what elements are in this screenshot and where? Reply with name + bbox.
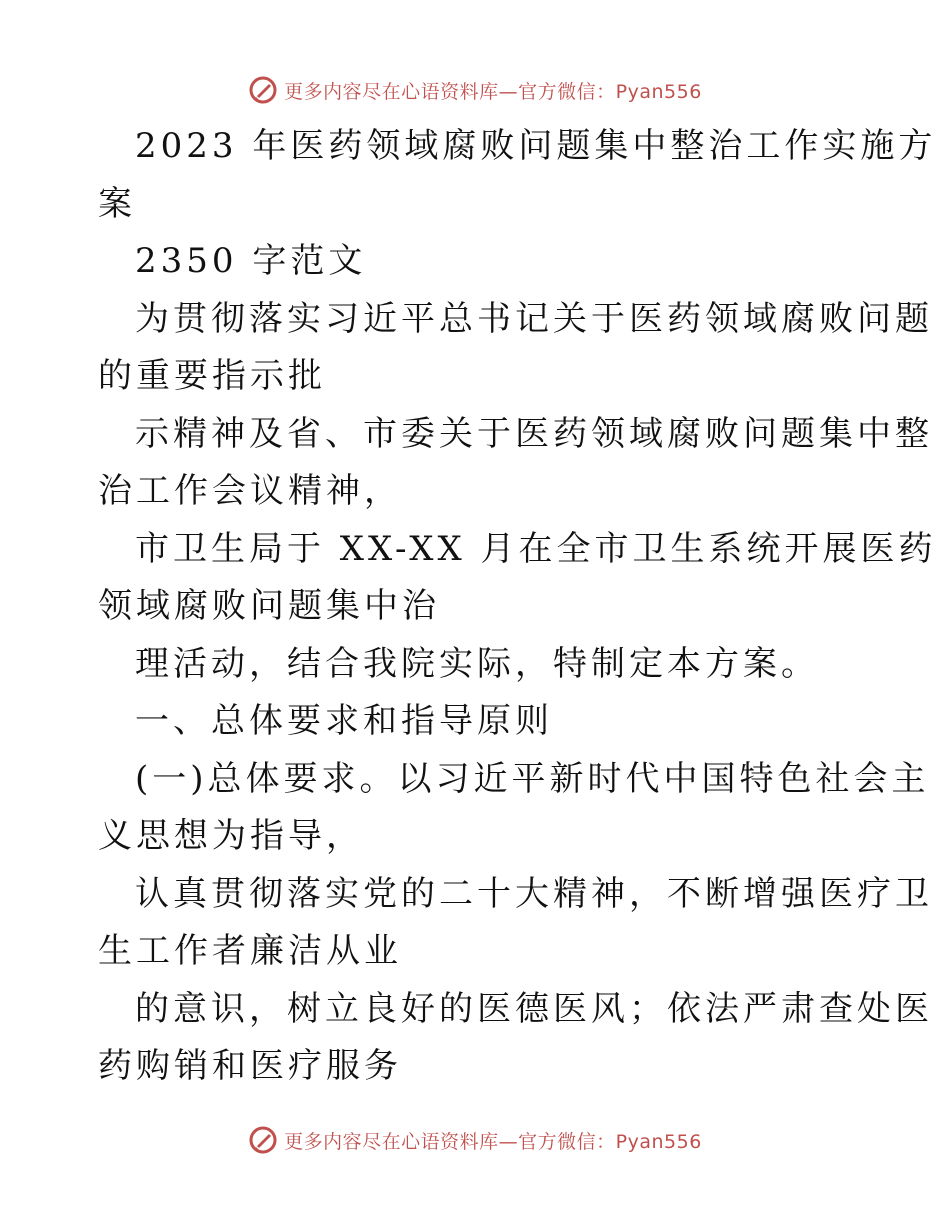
text-line: 示精神及省、市委关于医药领域腐败问题集中整 <box>135 413 933 454</box>
text-line: 市卫生局于 XX-XX 月在全市卫生系统开展医药 <box>135 528 937 569</box>
text-line: 的意识，树立良好的医德医风；依法严肃查处医 <box>135 988 933 1029</box>
text-line: (一)总体要求。以习近平新时代中国特色社会主 <box>135 758 930 799</box>
footer-watermark <box>0 1120 950 1160</box>
text-line: 药购销和医疗服务 <box>98 1046 402 1086</box>
text-line: 案 <box>98 183 136 224</box>
pen-logo-icon <box>248 1125 278 1155</box>
text-line: 认真贯彻落实党的二十大精神，不断增强医疗卫 <box>135 873 933 914</box>
text-line: 2350 字范文 <box>135 241 367 281</box>
text-line: 治工作会议精神， <box>98 471 402 511</box>
text-line: 生工作者廉洁从业 <box>98 931 402 971</box>
watermark-text: 更多内容尽在心语资料库—官方微信：Pyan556 <box>284 80 702 103</box>
text-line: 一、总体要求和指导原则 <box>135 701 553 741</box>
text-line: 的重要指示批 <box>98 356 326 396</box>
text-line: 理活动，结合我院实际，特制定本方案。 <box>135 643 819 684</box>
text-line: 为贯彻落实习近平总书记关于医药领域腐败问题 <box>135 298 933 339</box>
text-line: 义思想为指导， <box>98 816 364 856</box>
text-line: 领域腐败问题集中治 <box>98 586 440 626</box>
text-line: 2023 年医药领域腐败问题集中整治工作实施方 <box>135 126 937 166</box>
header-watermark <box>0 70 950 110</box>
pen-logo-icon <box>248 75 278 105</box>
document-body <box>98 118 937 1096</box>
watermark-text: 更多内容尽在心语资料库—官方微信：Pyan556 <box>284 1130 702 1153</box>
